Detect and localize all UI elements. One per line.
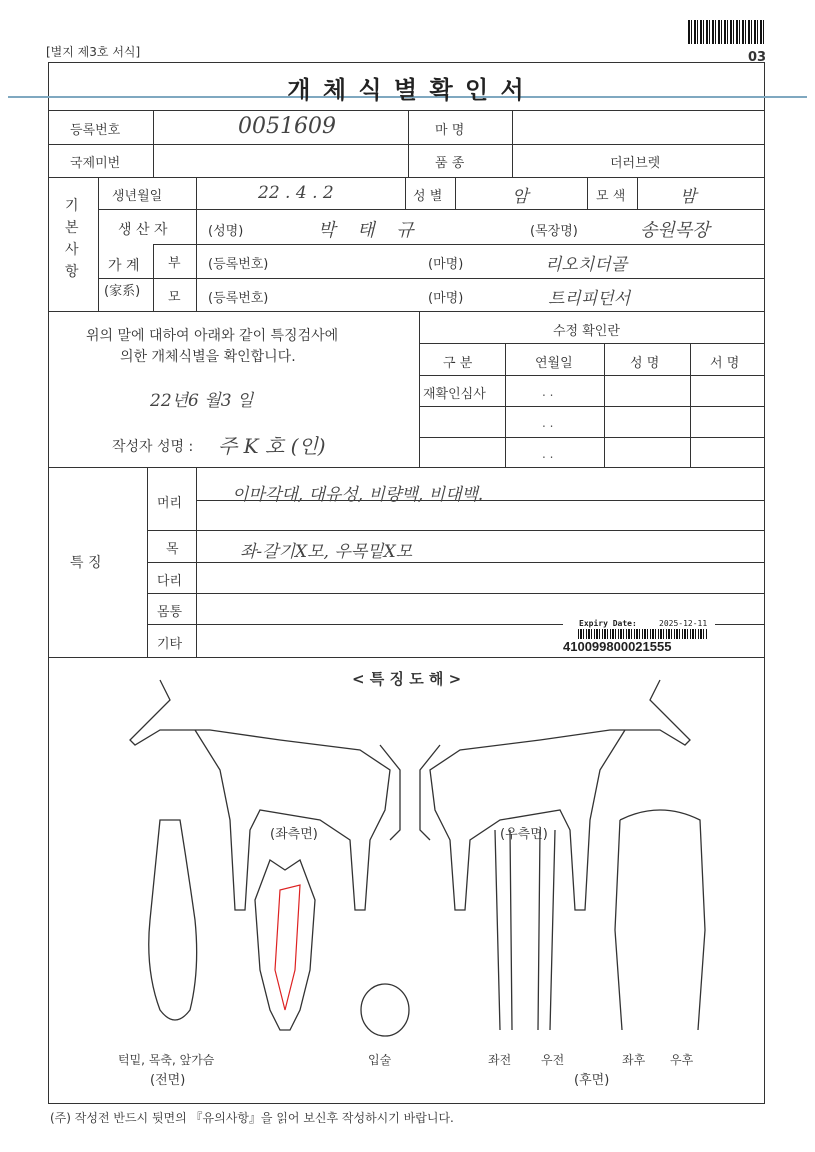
right-hind-label: 우후	[670, 1053, 694, 1067]
statement-line2: 의한 개체식별을 확인합니다.	[120, 349, 296, 365]
leg-label: 다리	[157, 574, 183, 589]
dam-label: 모	[168, 290, 181, 305]
farm-paren: (목장명)	[530, 224, 578, 239]
basic-section-label: 기본사항	[65, 198, 79, 280]
sex-label: 성 별	[413, 189, 443, 204]
front-parts-label: 턱밑, 목축, 앞가슴	[118, 1053, 215, 1067]
rear-caption: (후면)	[574, 1073, 610, 1088]
form-code: [별지 제3호 서식]	[46, 45, 141, 59]
sex-value: 암	[512, 187, 529, 207]
reg-no-label: 등록번호	[70, 123, 121, 138]
color-label: 모 색	[596, 189, 626, 204]
writer-label: 작성자 성명 :	[112, 439, 194, 455]
dam-name-value: 트리피던서	[548, 289, 631, 309]
expiry-label: Expiry Date:	[579, 619, 637, 628]
lineage-label: 가 계	[108, 258, 140, 274]
features-section-label: 특 징	[70, 555, 102, 571]
expiry-value: 2025-12-11	[659, 619, 708, 628]
farm-value: 송원목장	[640, 220, 710, 241]
recheck-label: 재확인심사	[423, 387, 486, 402]
breeder-label: 생 산 자	[118, 222, 168, 238]
left-front-label: 좌전	[488, 1053, 512, 1067]
col-sign: 서 명	[710, 356, 740, 371]
birth-value: 22 . 4 . 2	[258, 183, 334, 203]
breed-value: 더러브렛	[610, 156, 661, 171]
expiry-sticker	[563, 618, 715, 656]
top-barcode	[688, 20, 766, 44]
sire-name-paren: (마명)	[428, 257, 464, 272]
horse-front-neck-icon	[149, 820, 197, 1020]
dam-name-paren: (마명)	[428, 291, 464, 306]
right-front-label: 우전	[541, 1053, 565, 1067]
intl-label: 국제미번	[70, 156, 121, 171]
col-type: 구 분	[443, 356, 473, 371]
lineage-sub: (家系)	[104, 284, 141, 299]
lips-label: 입술	[368, 1053, 392, 1067]
page-title: 개 체 식 별 확 인 서	[287, 76, 526, 104]
col-date: 연월일	[535, 356, 573, 371]
neck-value: 좌-갈기X모, 우목밑X모	[240, 542, 413, 562]
date-placeholder-1: . .	[542, 385, 554, 399]
breed-label: 품 종	[435, 156, 465, 171]
confirm-date: 22년6 월3 일	[150, 391, 254, 411]
date-placeholder-2: . .	[542, 416, 554, 430]
horse-head-icon	[255, 860, 315, 1030]
dam-regno-paren: (등록번호)	[208, 291, 269, 306]
horse-name-label: 마 명	[435, 123, 465, 138]
footer-note: (주) 작성전 반드시 뒷면의 『유의사항』을 읽어 보신후 작성하시기 바랍니다.	[50, 1111, 454, 1125]
left-hind-label: 좌후	[622, 1053, 646, 1067]
head-value: 이마각대, 대유성, 비량백, 비대백.	[232, 485, 484, 505]
front-legs-icon	[495, 830, 555, 1030]
front-caption: (전면)	[150, 1073, 186, 1088]
sticker-code: 410099800021555	[563, 639, 672, 654]
lips-icon	[361, 984, 409, 1036]
body-label: 몸통	[157, 605, 183, 620]
date-placeholder-3: . .	[542, 447, 554, 461]
birth-label: 생년월일	[112, 189, 163, 204]
reg-no-value: 0051609	[238, 114, 336, 139]
horse-right-side-icon	[420, 680, 690, 910]
page-number: 03	[748, 50, 767, 65]
head-label: 머리	[157, 496, 183, 511]
etc-label: 기타	[157, 637, 183, 652]
horse-diagram	[100, 670, 730, 1090]
statement-line1: 위의 말에 대하여 아래와 같이 특징검사에	[86, 328, 339, 344]
head-marking-icon	[275, 885, 300, 1010]
horse-left-side-icon	[130, 680, 400, 910]
horse-rear-icon	[615, 810, 705, 1030]
diagram-title: < 특 징 도 해 >	[352, 670, 462, 688]
right-side-caption: (우측면)	[500, 827, 548, 842]
writer-value: 주 K 호 (인)	[218, 434, 326, 458]
sire-label: 부	[168, 256, 181, 271]
amend-title: 수정 확인란	[553, 324, 620, 339]
color-value: 밤	[680, 187, 697, 207]
left-side-caption: (좌측면)	[270, 827, 318, 842]
breeder-value: 박 태 규	[318, 220, 422, 241]
sticker-barcode	[578, 629, 708, 639]
col-name: 성 명	[630, 356, 660, 371]
sire-regno-paren: (등록번호)	[208, 257, 269, 272]
sire-name-value: 리오치더골	[545, 255, 628, 275]
neck-label: 목	[166, 542, 179, 557]
breeder-name-paren: (성명)	[208, 224, 244, 239]
